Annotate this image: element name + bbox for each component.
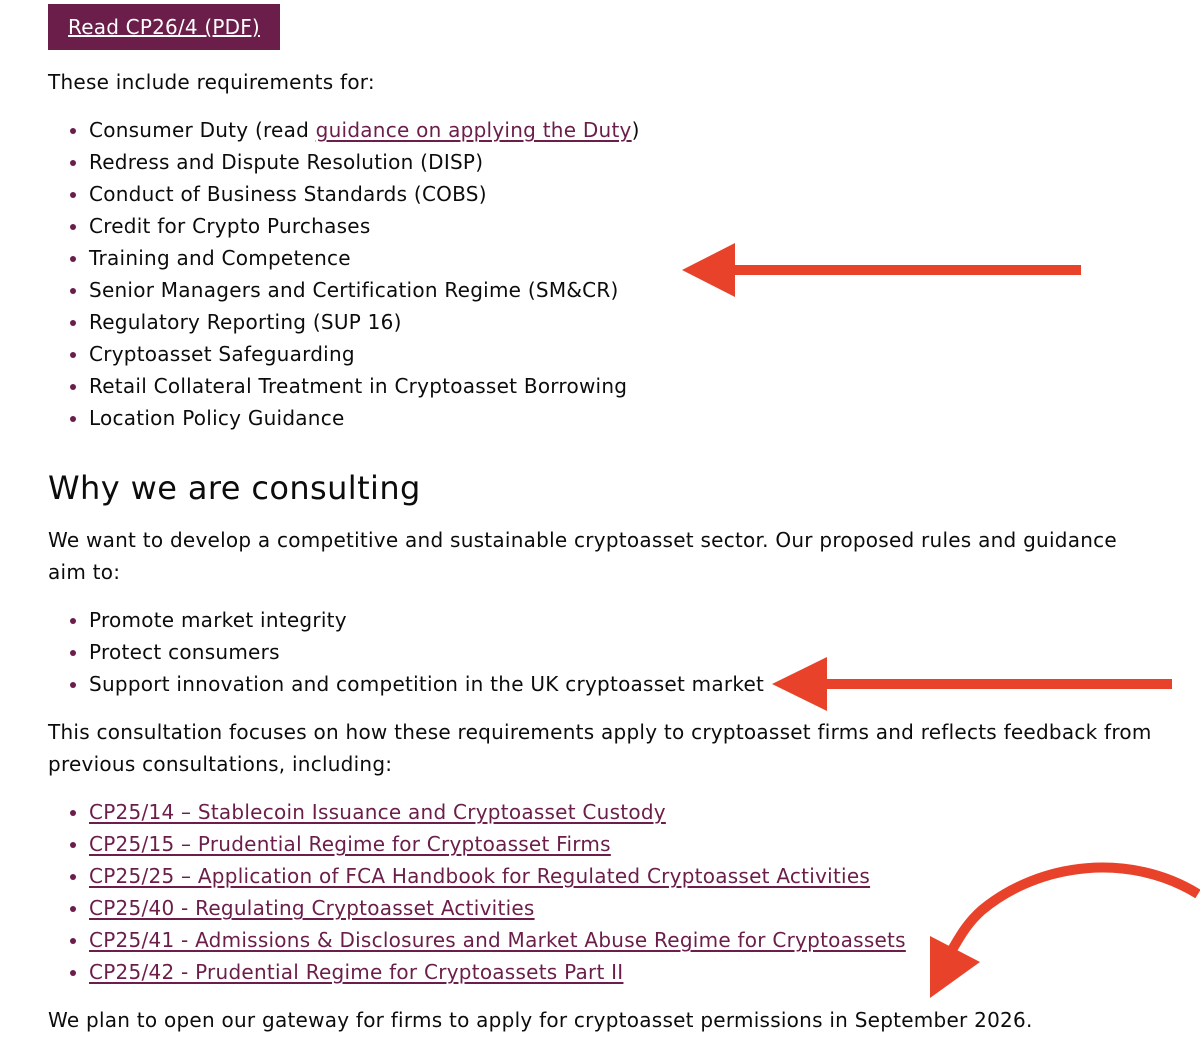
closing-text: We plan to open our gateway for firms to apply for cryptoasset permissions in September 2026. bbox=[48, 1008, 1033, 1032]
arrow-left-icon bbox=[772, 657, 1172, 711]
why-paragraph-line-2: aim to: bbox=[48, 560, 121, 584]
read-pdf-button[interactable]: Read CP26/4 (PDF) bbox=[48, 4, 280, 50]
focus-paragraph-line-1: This consultation focuses on how these requirements apply to cryptoasset firms and reflects feedback from bbox=[48, 720, 1152, 744]
list-item: Cryptoasset Safeguarding bbox=[48, 338, 640, 370]
consultation-link[interactable]: CP25/42 - Prudential Regime for Cryptoassets Part II bbox=[89, 960, 624, 984]
list-item bbox=[48, 892, 906, 924]
list-item-text: Consumer Duty (read bbox=[89, 118, 316, 142]
list-item: Regulatory Reporting (SUP 16) bbox=[48, 306, 640, 338]
list-item: Location Policy Guidance bbox=[48, 402, 640, 434]
list-item: Conduct of Business Standards (COBS) bbox=[48, 178, 640, 210]
list-item bbox=[48, 796, 906, 828]
consultation-link[interactable]: CP25/40 - Regulating Cryptoasset Activities bbox=[89, 896, 535, 920]
consultation-link[interactable]: CP25/25 – Application of FCA Handbook for Regulated Cryptoasset Activities bbox=[89, 864, 871, 888]
list-item: Promote market integrity bbox=[48, 604, 764, 636]
requirements-list bbox=[48, 114, 640, 434]
consultation-link[interactable]: CP25/15 – Prudential Regime for Cryptoasset Firms bbox=[89, 832, 611, 856]
why-paragraph-line-1: We want to develop a competitive and sustainable cryptoasset sector. Our proposed rules and guidance bbox=[48, 528, 1117, 552]
list-item: Credit for Crypto Purchases bbox=[48, 210, 640, 242]
list-item: Senior Managers and Certification Regime (SM&CR) bbox=[48, 274, 640, 306]
section-heading: Why we are consulting bbox=[48, 469, 421, 507]
list-item bbox=[48, 924, 906, 956]
intro-text: These include requirements for: bbox=[48, 70, 375, 94]
list-item bbox=[48, 828, 906, 860]
list-item: Support innovation and competition in the UK cryptoasset market bbox=[48, 668, 764, 700]
guidance-link[interactable]: guidance on applying the Duty bbox=[315, 118, 632, 142]
arrow-left-icon bbox=[682, 243, 1081, 297]
consultation-link[interactable]: CP25/14 – Stablecoin Issuance and Cryptoasset Custody bbox=[89, 800, 666, 824]
list-item: Training and Competence bbox=[48, 242, 640, 274]
consultations-list bbox=[48, 796, 906, 988]
consultation-link[interactable]: CP25/41 - Admissions & Disclosures and Market Abuse Regime for Cryptoassets bbox=[89, 928, 906, 952]
list-item bbox=[48, 956, 906, 988]
list-item bbox=[48, 860, 906, 892]
curved-arrow-icon bbox=[930, 868, 1198, 998]
list-item bbox=[48, 114, 640, 146]
list-item: Redress and Dispute Resolution (DISP) bbox=[48, 146, 640, 178]
focus-paragraph-line-2: previous consultations, including: bbox=[48, 752, 393, 776]
list-item-text: ) bbox=[631, 118, 640, 142]
aims-list bbox=[48, 604, 764, 700]
list-item: Protect consumers bbox=[48, 636, 764, 668]
list-item: Retail Collateral Treatment in Cryptoasset Borrowing bbox=[48, 370, 640, 402]
